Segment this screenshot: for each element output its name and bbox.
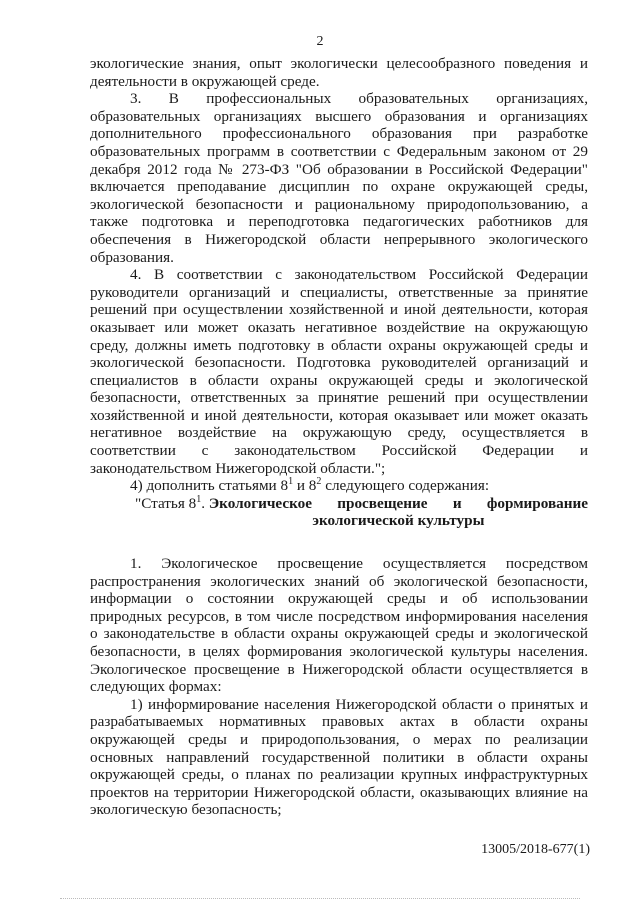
paragraph-4: 4. В соответствии с законодательством Российской Федерации руководители организаций и специалисты, ответственные за принятие решений при осуществлении хозяйственной и иной деятельности, которая оказывает или может оказать негативное воздействие на окружающую среду, должны иметь подготовку в области охраны окружающей среды и экологической безопасности. Подготовка руководителей организаций и специалистов в области охраны окружающей среды и экологической безопасности, ответственных за принятие решений при осуществлении хозяйственной и иной деятельности, которая оказывает или может оказать негативное воздействие на окружающую среду, осуществляется в соответствии с законодательством Российской Федерации и законодательством Нижегородской области."; (90, 266, 588, 477)
paragraph-continuation: экологические знания, опыт экологически целесообразного поведения и деятельности в окружающей среде. (90, 55, 588, 90)
paragraph-1: 1. Экологическое просвещение осуществляется посредством распространения экологических знаний об экологической безопасности, информации о состоянии окружающей среды и об использовании природных ресурсов, в том числе посредством информирования населения о законодательстве в области охраны окружающей среды и экологической безопасности, в целях формирования экологической культуры населения. Экологическое просвещение в Нижегородской области осуществляется в следующих формах: (90, 555, 588, 696)
list-item-1: 1) информирование населения Нижегородской области о принятых и разрабатываемых нормативных правовых актах в области охраны окружающей среды и природопользования, о мерах по реализации основных направлений государственной политики в области охраны окружающей среды, о планах по реализации крупных инфраструктурных проектов на территории Нижегородской области, оказывающих влияние на экологическую безопасность; (90, 695, 588, 819)
article-label-suffix: . (201, 494, 206, 512)
paragraph-3: 3. В профессиональных образовательных организациях, образовательных организациях высшего образования и организациях дополнительного профессионального образования при разработке образовательных программ в соответствии с Федеральным законом от 29 декабря 2012 года № 273-ФЗ "Об образовании в Российской Федерации" включается преподавание дисциплин по охране окружающей среды, экологической безопасности и рациональному природопользованию, а также подготовка и переподготовка педагогических работников для обеспечения в Нижегородской области непрерывного экологического образования. (90, 90, 588, 266)
item-4-prefix: 4) дополнить статьями 8 (130, 477, 289, 495)
item-4-mid: и 8 (293, 477, 317, 495)
item-4-sup-1: 1 (288, 476, 294, 488)
page-number: 2 (316, 34, 324, 49)
spacer (90, 530, 588, 555)
amendment-item-4 (90, 477, 588, 495)
item-4-suffix: следующего содержания: (321, 477, 490, 495)
article-label-sup: 1 (196, 493, 202, 505)
document-id: 13005/2018-677(1) (481, 842, 590, 857)
document-body (90, 55, 588, 819)
article-label (90, 495, 209, 530)
article-heading (90, 495, 588, 530)
item-4-sup-2: 2 (316, 476, 322, 488)
article-title: Экологическое просвещение и формирование экологической культуры (208, 494, 588, 530)
scan-artifact-line (60, 898, 580, 899)
article-label-prefix: "Статья 8 (135, 494, 197, 512)
